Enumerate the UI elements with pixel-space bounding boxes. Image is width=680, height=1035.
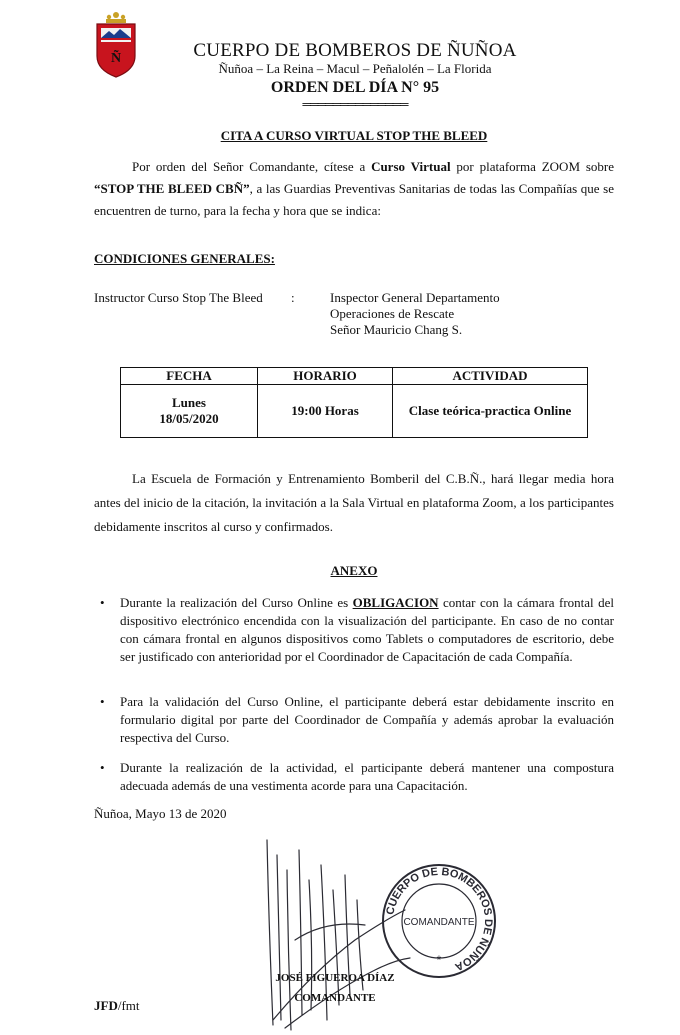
schedule-table — [120, 367, 588, 438]
list-item: • Durante la realización de la actividad, el participante deberá mantener una compostura adecuada además de una vestimenta acorde para una Capacitación. — [100, 760, 614, 793]
list-item: • Para la validación del Curso Online, el participante deberá estar debidamente inscrito en formulario digital por parte del Coordinador de Compañía y además aprobar la evaluación respectiva del Curso. — [100, 694, 614, 745]
stamp-ring-text: CUERPO DE BOMBEROS DE ÑUÑOA — [384, 865, 495, 973]
instructor-colon: : — [291, 290, 295, 305]
organization-name: CUERPO DE BOMBEROS DE ÑUÑOA — [193, 40, 517, 61]
bullet-icon: • — [100, 760, 105, 775]
stamp-center-text: COMANDANTE — [403, 917, 475, 928]
double-rule: ══════════════ — [302, 97, 408, 111]
instructor-line: Operaciones de Rescate — [330, 306, 455, 321]
communes-line: Ñuñoa – La Reina – Macul – Peñalolén – La Florida — [218, 61, 492, 76]
instructor-line: Inspector General Departamento — [330, 290, 500, 305]
cell-time: 19:00 Horas — [258, 385, 393, 438]
signer-role: COMANDANTE — [294, 992, 376, 1004]
bullet-icon: • — [100, 694, 105, 709]
document-initials: JFD/fmt — [94, 998, 140, 1013]
order-title: ORDEN DEL DÍA N° 95 — [270, 79, 440, 96]
signer-name: JOSÉ FIGUEROA DÍAZ — [275, 972, 395, 984]
place-date: Ñuñoa, Mayo 13 de 2020 — [94, 806, 227, 821]
header-actividad: ACTIVIDAD — [393, 368, 588, 385]
list-item: • Durante la realización del Curso Online es OBLIGACION contar con la cámara frontal del dispositivo electrónico encendida con la visualización del participante. En caso de no contar con cámara frontal en algunos dispositivos como Tablets o computadores de escritorio, debe ser justificado con anterioridad por el Coordinador de Capacitación de cada Compañía. — [100, 595, 614, 664]
conditions-heading: CONDICIONES GENERALES: — [94, 251, 275, 266]
cell-activity: Clase teórica-practica Online — [393, 385, 588, 438]
fire-department-logo — [94, 10, 138, 78]
logo-crest-icon — [106, 12, 126, 23]
logo-letter: Ñ — [110, 51, 122, 66]
stamp-star-icon: * — [436, 953, 442, 967]
header-fecha: FECHA — [121, 368, 258, 385]
intro-paragraph: Por orden del Señor Comandante, cítese a Curso Virtual por plataforma ZOOM sobre “STOP THE BLEED CBÑ”, a las Guardias Preventivas Sanitarias de todas las Compañías que se encuentren de turno, para la fecha y hora que se indica: — [94, 159, 614, 218]
bullet-icon: • — [100, 595, 105, 610]
table-row — [121, 385, 588, 438]
instructor-value — [330, 290, 500, 338]
annex-heading: ANEXO — [330, 563, 378, 578]
header-horario: HORARIO — [258, 368, 393, 385]
schedule-header-row — [121, 368, 588, 385]
school-paragraph: La Escuela de Formación y Entrenamiento Bomberil del C.B.Ñ., hará llegar media hora antes del inicio de la citación, la invitación a la Sala Virtual en plataforma Zoom, a los participantes debidamente inscritos al curso y confirmados. — [94, 471, 614, 534]
subject-heading: CITA A CURSO VIRTUAL STOP THE BLEED — [220, 128, 488, 143]
instructor-label: Instructor Curso Stop The Bleed — [94, 290, 263, 305]
cell-date: Lunes 18/05/2020 — [121, 385, 258, 438]
instructor-line: Señor Mauricio Chang S. — [330, 322, 463, 337]
commander-stamp — [380, 862, 498, 980]
